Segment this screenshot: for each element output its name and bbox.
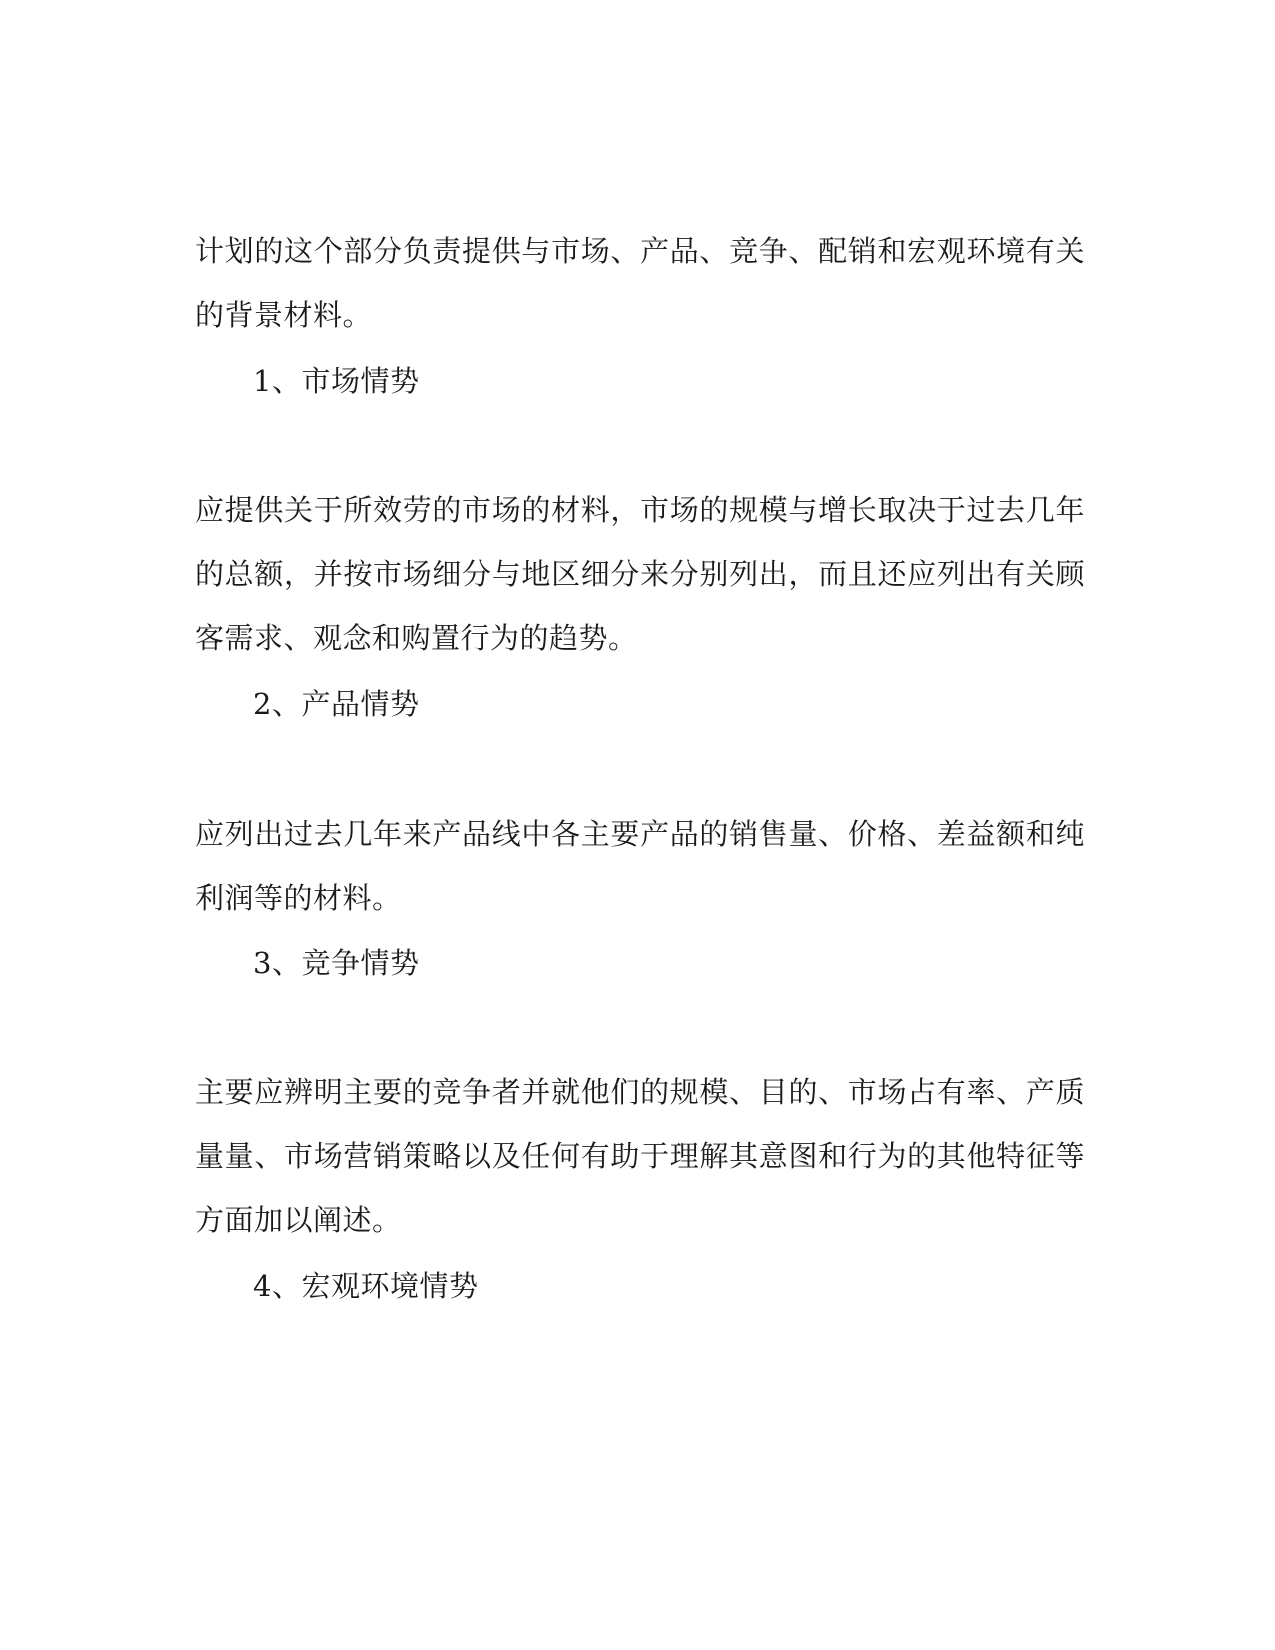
intro-paragraph: 计划的这个部分负责提供与市场、产品、竞争、配销和宏观环境有关的背景材料。 [195, 234, 1085, 332]
section-body-product: 应列出过去几年来产品线中各主要产品的销售量、价格、差益额和纯利润等的材料。 [195, 817, 1085, 915]
section-body-market: 应提供关于所效劳的市场的材料，市场的规模与增长取决于过去几年的总额，并按市场细分与地区细分来分别列出，而且还应列出有关顾客需求、观念和购置行为的趋势。 [195, 493, 1085, 655]
section-heading-competition: 3、竞争情势 [253, 946, 420, 980]
section-heading-macro-environment: 4、宏观环境情势 [253, 1269, 479, 1303]
section-heading-market: 1、市场情势 [253, 364, 420, 398]
section-body-competition: 主要应辨明主要的竞争者并就他们的规模、目的、市场占有率、产质量量、市场营销策略以及任何有助于理解其意图和行为的其他特征等方面加以阐述。 [195, 1075, 1085, 1237]
section-heading-product: 2、产品情势 [253, 687, 420, 721]
